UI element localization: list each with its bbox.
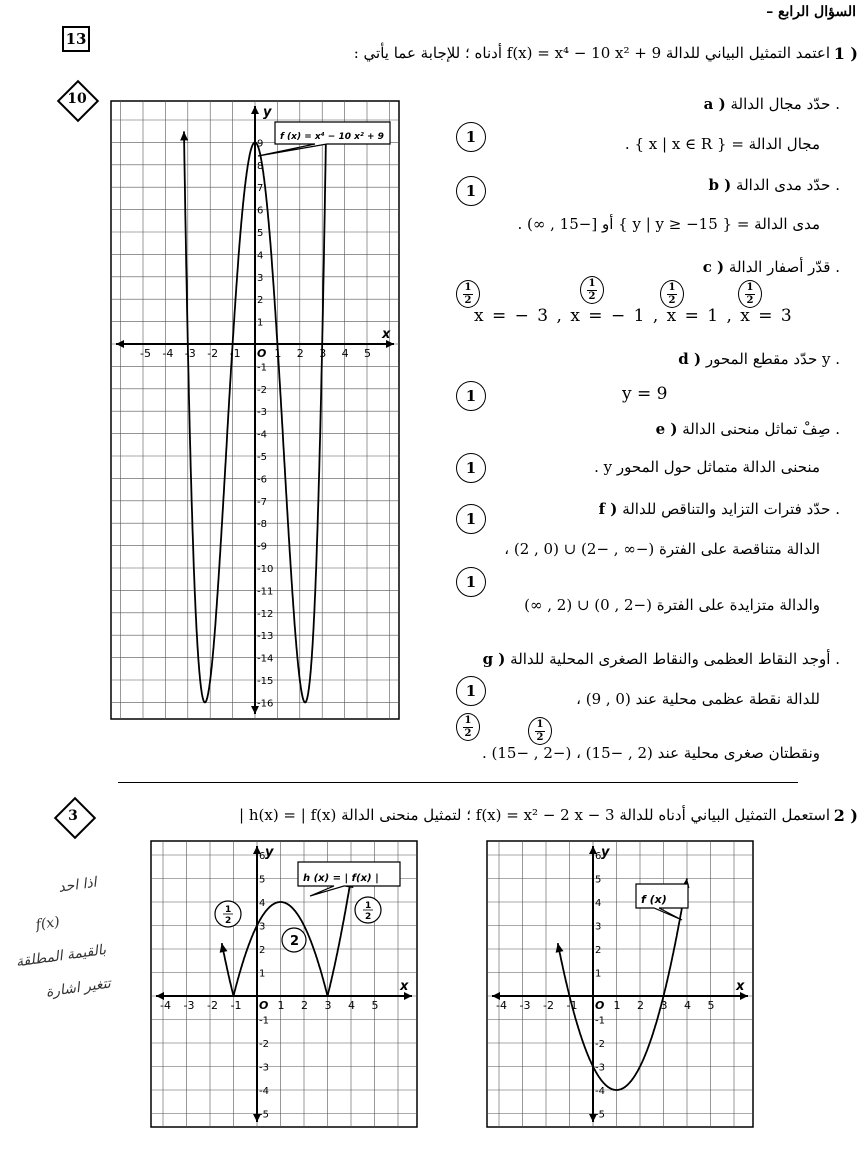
y-tick-label: -6: [257, 474, 267, 486]
x-tick-label: 1: [277, 999, 285, 1012]
x-tick-label: 4: [684, 999, 691, 1012]
y-tick-label: 5: [259, 874, 266, 886]
q1a-answer: مجال الدالة = { x | x ∈ R } .: [624, 135, 820, 153]
q1c-half-mark-3: 1 2: [660, 280, 684, 308]
y-tick-label: -4: [259, 1086, 269, 1097]
x-tick-label: -4: [162, 347, 174, 360]
y-tick-label: -15: [257, 676, 274, 687]
y-tick-label: 4: [257, 250, 264, 262]
q1f-question: f ) حدّد فترات التزايد والتناقص للدالة .: [598, 500, 840, 518]
f-curve: [558, 879, 687, 1091]
h-mark-value: 2: [290, 934, 300, 949]
q1g-half-mark-1: 1 2: [456, 713, 480, 741]
y-tick-label: 6: [595, 851, 602, 862]
h-half-mark-den: 2: [365, 912, 372, 922]
y-tick-label: -4: [257, 429, 267, 441]
q1c-answer: x = − 3 , x = − 1 , x = 1 , x = 3: [474, 306, 792, 326]
y-tick-label: -7: [257, 496, 267, 508]
y-tick-label: 2: [595, 945, 602, 956]
section-divider: [118, 782, 798, 783]
x-tick-label: 5: [371, 999, 379, 1012]
h-curve-right: [328, 879, 352, 997]
y-tick-label: -2: [257, 384, 267, 396]
q1e-answer: منحنى الدالة متماثل حول المحور y .: [594, 458, 820, 476]
y-axis-label: y: [601, 845, 610, 860]
q1g-question: g ) أوجد النقاط العظمى والنقاط الصغرى المحلية للدالة .: [482, 650, 840, 668]
y-tick-label: -1: [257, 362, 267, 374]
total-score-box: 13: [62, 26, 90, 52]
q1g-answer-2: ونقطتان صغرى محلية عند (2 , −15) ، (−2 , −15) .: [481, 744, 820, 762]
y-tick-label: -3: [257, 407, 267, 419]
y-tick-label: -5: [595, 1109, 605, 1121]
x-tick-label: -1: [566, 999, 578, 1012]
x-axis-label: x: [400, 979, 409, 994]
q1d-mark: 1: [456, 381, 486, 411]
y-tick-label: 1: [259, 968, 266, 980]
q1e-question: e ) صِفْ تماثل منحنى الدالة .: [655, 420, 840, 438]
origin-label: O: [595, 999, 605, 1012]
y-tick-label: -10: [257, 564, 274, 575]
y-tick-label: -2: [595, 1039, 605, 1050]
q2-left-graph: [150, 840, 418, 1128]
q1c-half-mark-4: 1 2: [738, 280, 762, 308]
x-tick-label: -1: [229, 347, 241, 360]
question-title: السؤال الرابع –: [766, 4, 856, 20]
h-half-mark-num: 1: [225, 905, 232, 915]
x-tick-label: 1: [274, 347, 282, 360]
y-tick-label: -1: [259, 1015, 269, 1027]
h-half-mark-den: 2: [225, 916, 232, 926]
handwritten-line-3: بالقيمة المطلقة: [14, 941, 107, 971]
x-axis-arrow: [116, 340, 124, 348]
y-tick-label: 3: [259, 921, 266, 933]
x-tick-label: -2: [207, 999, 218, 1012]
y-tick-label: 5: [257, 228, 264, 239]
y-tick-label: 9: [257, 138, 264, 150]
x-tick-label: -5: [140, 347, 151, 360]
y-tick-label: -16: [257, 698, 274, 710]
y-tick-label: 1: [257, 317, 264, 329]
y-tick-label: -2: [259, 1039, 269, 1050]
y-tick-label: 3: [257, 272, 264, 284]
h-arrow-left: [220, 943, 228, 953]
x-tick-label: 5: [707, 999, 715, 1012]
q1e-mark: 1: [456, 453, 486, 483]
x-tick-label: -3: [183, 999, 195, 1012]
q1d-question: d ) حدّد مقطع المحور y .: [678, 350, 840, 368]
x-axis-label: x: [382, 327, 391, 342]
y-axis-label: y: [263, 105, 272, 120]
y-tick-label: -5: [259, 1109, 269, 1121]
q1b-answer: مدى الدالة = { y | y ≥ −15 } أو [−15 , ∞) .: [517, 215, 820, 233]
handwritten-line-4: تتغير اشارة: [44, 975, 112, 1001]
x-axis-label: x: [736, 979, 745, 994]
handwritten-note: [0, 866, 113, 1015]
q1c-half-mark-1: 1 2: [456, 280, 480, 308]
y-tick-label: 1: [595, 968, 602, 980]
handwritten-line-1: اذا احد: [57, 874, 98, 896]
graph-border: [487, 841, 753, 1127]
x-tick-label: -3: [184, 347, 196, 360]
y-tick-label: -1: [595, 1015, 605, 1027]
h-callout-text: h (x) = | f(x) |: [303, 873, 379, 884]
q2-right-graph: [486, 840, 754, 1128]
f-arrow-left: [556, 943, 564, 953]
origin-label: O: [259, 999, 269, 1012]
q1f-mark-1: 1: [456, 504, 486, 534]
y-tick-label: -11: [257, 586, 274, 598]
q2-number: 2 ): [833, 806, 858, 825]
x-tick-label: 4: [348, 999, 355, 1012]
q1g-answer-1: للدالة نقطة عظمى محلية عند (0 , 9) ،: [576, 690, 820, 708]
y-tick-label: -8: [257, 519, 267, 531]
q1c-half-mark-2: 1 2: [580, 276, 604, 304]
y-tick-label: 7: [257, 183, 264, 195]
x-tick-label: 2: [637, 999, 644, 1012]
q2-score: 3: [68, 808, 78, 824]
x-tick-label: 1: [613, 999, 621, 1012]
y-tick-label: -12: [257, 608, 274, 620]
x-tick-label: -4: [160, 999, 171, 1012]
q1a-question: a ) حدّد مجال الدالة .: [703, 95, 840, 113]
y-tick-label: 4: [595, 898, 602, 909]
origin-label: O: [257, 347, 267, 360]
y-tick-label: 6: [259, 851, 266, 862]
x-tick-label: 4: [341, 347, 349, 360]
x-tick-label: 3: [660, 999, 668, 1012]
x-tick-label: 3: [324, 999, 332, 1012]
q1f-answer-1: الدالة متناقصة على الفترة (−∞ , −2) ∪ (0 , 2) ،: [504, 540, 820, 558]
y-tick-label: -3: [259, 1062, 269, 1074]
q1b-mark: 1: [456, 176, 486, 206]
q1g-mark: 1: [456, 676, 486, 706]
x-tick-label: -2: [543, 999, 554, 1012]
q2-prompt: استعمل التمثيل البياني أدناه للدالة f(x) = x² − 2 x − 3 ؛ لتمثيل منحنى الدالة h(x) = | f(x) |: [239, 806, 830, 824]
y-tick-label: -3: [595, 1062, 605, 1074]
f-callout-text: f (x): [641, 893, 667, 906]
y-tick-label: 2: [257, 295, 264, 307]
x-tick-label: -2: [207, 347, 219, 360]
y-tick-label: 2: [259, 945, 266, 956]
q1a-mark: 1: [456, 122, 486, 152]
y-tick-label: 4: [259, 898, 266, 909]
y-tick-label: 3: [595, 921, 602, 933]
q1g-half-mark-2: 1 2: [528, 717, 552, 745]
q1c-question: c ) قدّر أصفار الدالة .: [702, 258, 840, 276]
y-tick-label: 6: [257, 205, 264, 217]
q1b-question: b ) حدّد مدى الدالة .: [708, 176, 840, 194]
y-tick-label: -4: [595, 1086, 605, 1097]
y-tick-label: -13: [257, 631, 274, 643]
h-half-mark-num: 1: [365, 901, 372, 911]
q1f-answer-2: والدالة متزايدة على الفترة (−2 , 0) ∪ (2 , ∞): [524, 596, 820, 614]
x-tick-label: 5: [364, 347, 371, 360]
q1f-mark-2: 1: [456, 567, 486, 597]
curve-arrow-left: [180, 131, 188, 140]
q1-number: 1 ): [833, 44, 858, 63]
x-tick-label: 2: [296, 347, 304, 360]
y-tick-label: -9: [257, 541, 267, 553]
q1-prompt: اعتمد التمثيل البياني للدالة f(x) = x⁴ − 10 x² + 9 أدناه ؛ للإجابة عما يأتي :: [353, 44, 830, 62]
q1-graph: [110, 100, 400, 720]
y-tick-label: 8: [257, 160, 264, 172]
y-tick-label: 5: [595, 874, 602, 886]
x-tick-label: -1: [230, 999, 242, 1012]
x-tick-label: -3: [519, 999, 531, 1012]
y-axis-arrow: [251, 106, 259, 114]
q1-curve-callout-text: f (x) = x⁴ − 10 x² + 9: [280, 132, 384, 142]
x-tick-label: -4: [496, 999, 507, 1012]
handwritten-line-2: f(x): [34, 914, 61, 934]
y-tick-label: -14: [257, 653, 274, 665]
y-tick-label: -5: [257, 452, 267, 463]
x-tick-label: 3: [319, 347, 327, 360]
y-axis-label: y: [265, 845, 274, 860]
q1d-answer: y = 9: [622, 384, 668, 404]
x-tick-label: 2: [301, 999, 308, 1012]
q1-score: 10: [67, 91, 87, 107]
